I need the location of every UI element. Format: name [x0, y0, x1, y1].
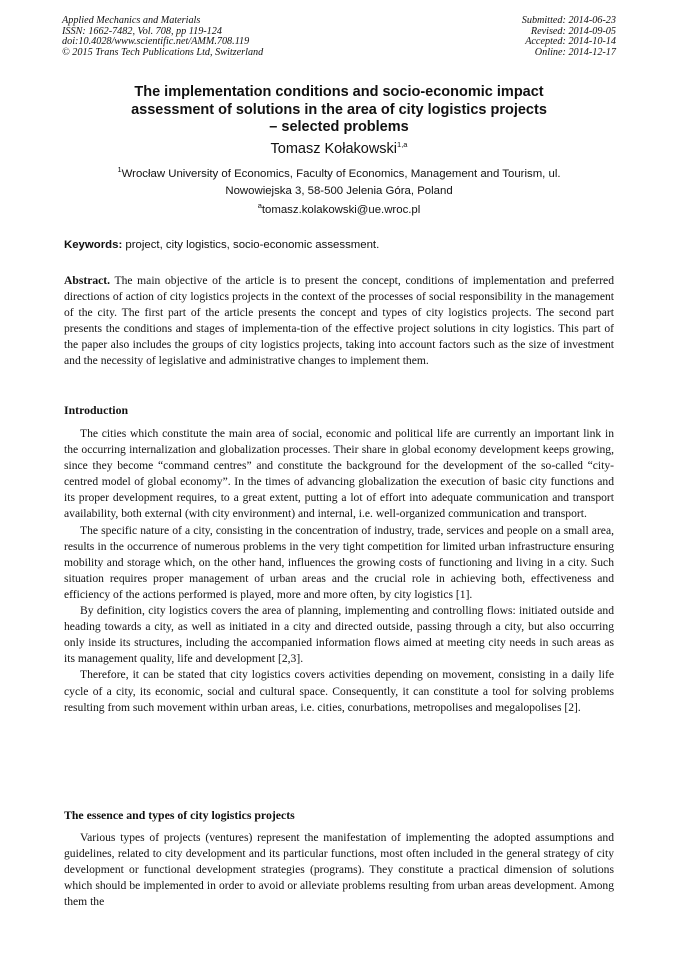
email-address[interactable]: tomasz.kolakowski@ue.wroc.pl	[261, 204, 421, 216]
journal-name: Applied Mechanics and Materials	[62, 15, 201, 26]
abstract-label: Abstract.	[64, 274, 111, 287]
abstract-text: The main objective of the article is to present the concept, conditions of implementation and preferred directions of action of city logistics projects in the context of the processes of social responsibility in the management of the city. The first part of the article presents the concept and types of city logistics projects. The second part presents the conditions and stages of implementa-tion of the effective project solutions in city logistics. This part of the paper also includes the groups of city logistics projects, taking into account factors such as the size of investment and the necessity of legislative and administrative changes to implement them.	[64, 274, 614, 368]
publication-dates	[522, 16, 616, 58]
section-heading-essence: The essence and types of city logistics projects	[64, 808, 295, 822]
title-line: assessment of solutions in the area of city logistics projects	[131, 101, 547, 118]
affiliation-superscript: 1	[117, 165, 122, 175]
section-heading-introduction: Introduction	[64, 403, 129, 417]
introduction-section	[64, 426, 614, 716]
paragraph: Therefore, it can be stated that city logistics covers activities depending on movement, consisting in a daily life cycle of a city, its economic, social and cultural space. Consequently, it can constitute a tool for solving problems resulting from such movement within urban areas, i.e. cities, conurbations, metropolises and megalopolises [2].	[64, 668, 614, 714]
author-name: Tomasz Kołakowski	[270, 141, 398, 157]
author	[62, 140, 616, 158]
date-accepted: Accepted: 2014-10-14	[525, 36, 616, 48]
author-email	[62, 203, 616, 218]
paragraph: By definition, city logistics covers the area of planning, implementing and controlling flows: initiated outside and heading towards a city, as well as initiated in a city and directed outside, passing through a city, but also occurring only inside its structures, including the accompanied information flows aimed at meeting city needs in such areas as its management quality, life and development [2,3].	[64, 604, 614, 666]
keywords-label: Keywords:	[64, 239, 123, 251]
date-revised: Revised: 2014-09-05	[530, 25, 616, 37]
paragraph: Various types of projects (ventures) represent the manifestation of implementing the adopted assumptions and guidelines, related to city development and its particular functions, most often included in the general strategy of city development or functional development strategies (programs). They constitute a practical dimension of solutions which should be implemented in order to avoid or alleviate problems resulting from urban areas development. Among them the	[64, 831, 614, 909]
journal-copyright: © 2015 Trans Tech Publications Ltd, Switzerland	[62, 46, 264, 58]
affiliation-line: Nowowiejska 3, 58-500 Jelenia Góra, Poland	[225, 185, 453, 197]
title-line: – selected problems	[269, 119, 409, 135]
email-superscript: a	[257, 201, 262, 211]
keywords	[64, 237, 614, 253]
title-line: The implementation conditions and socio-economic impact	[134, 84, 544, 100]
paragraph: The specific nature of a city, consisting in the concentration of industry, trade, services and people on a small area, results in the occurrence of numerous problems in the very tight competition for limited urban infrastructure ensuring mobility and storage which, on the other hand, influences the growing costs of functioning and living in a city. Such situation requires proper management of urban areas and the crucial role in achieving both, effectiveness and efficiency of the actions performed is played, more and more often, by city logistics [1].	[64, 523, 614, 601]
abstract	[64, 273, 614, 370]
date-submitted: Submitted: 2014-06-23	[521, 15, 616, 26]
date-online: Online: 2014-12-17	[534, 46, 616, 58]
journal-info	[62, 16, 263, 58]
keywords-text: project, city logistics, socio-economic assessment.	[122, 239, 380, 251]
paper-title	[62, 84, 616, 137]
author-superscript: 1,a	[397, 140, 408, 150]
journal-doi[interactable]: doi:10.4028/www.scientific.net/AMM.708.119	[62, 36, 250, 48]
affiliation	[90, 166, 588, 200]
affiliation-line: Wrocław University of Economics, Faculty of Economics, Management and Tourism, ul.	[121, 168, 561, 180]
journal-issn: ISSN: 1662-7482, Vol. 708, pp 119-124	[62, 25, 222, 37]
essence-section	[64, 830, 614, 910]
paragraph: The cities which constitute the main area of social, economic and political life are currently an important link in the occurring internalization and globalization processes. Their share in global economy development keeps growing, since they become “command centres” and constitute the background for the development of the so-called “city-centred model of global economy”. In the times of advancing globalization the execution of basic city functions and its proper development requires, to a great extent, putting a lot of effort into adequate communication and transport availability, both external (with city environment) and internal, i.e. well-organized communication and transport.	[64, 427, 614, 521]
